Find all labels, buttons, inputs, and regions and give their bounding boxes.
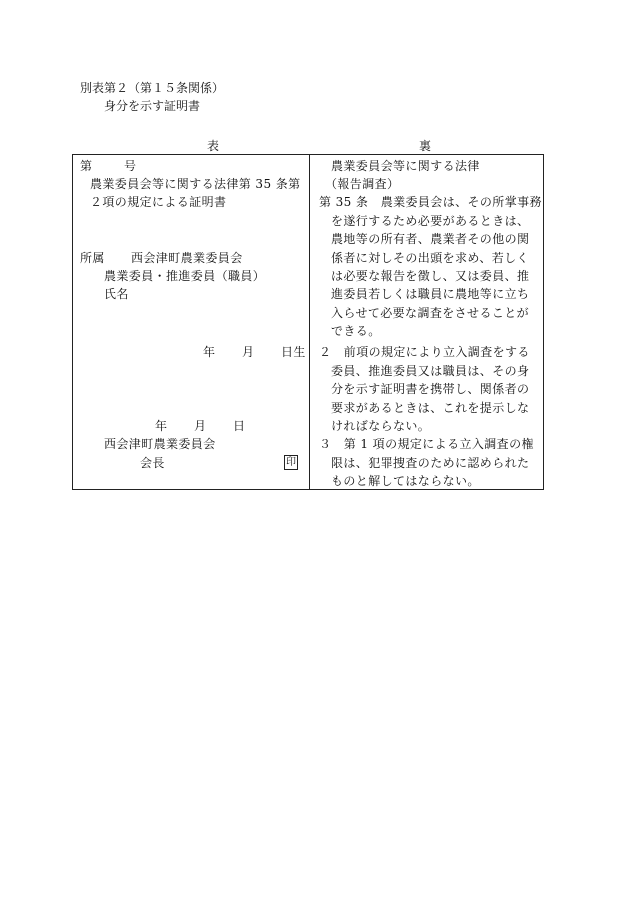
- issue-day-label: 日: [233, 419, 246, 433]
- table-reference: 別表第２（第１５条関係）: [80, 81, 225, 95]
- certificate-basis-line1: 農業委員会等に関する法律第 35 条第: [90, 177, 301, 191]
- birth-month-label: 月: [242, 345, 255, 359]
- article-line: を遂行するため必要があるときは、: [331, 214, 530, 228]
- section-title: （報告調査）: [325, 177, 400, 191]
- affiliation-label: 所属: [80, 251, 105, 265]
- name-label: 氏名: [104, 287, 129, 301]
- issue-year-label: 年: [155, 419, 168, 433]
- article-line: 入らせて必要な調査をさせることが: [331, 306, 530, 320]
- article-line: 限は、犯罪捜査のために認められた: [331, 456, 530, 470]
- article-line: 第 35 条 農業委員会は、その所掌事務: [319, 195, 542, 209]
- front-heading: 表: [207, 139, 220, 153]
- certificate-table: [72, 154, 544, 490]
- role-text: 農業委員・推進委員（職員）: [104, 269, 266, 283]
- article-line: ければならない。: [331, 419, 431, 433]
- article-line: 分を示す証明書を携帯し、関係者の: [331, 382, 530, 396]
- article-line: ２ 前項の規定により立入調査をする: [319, 345, 530, 359]
- article-line: 委員、推進委員又は職員は、その身: [331, 364, 530, 378]
- certificate-basis-line2: ２項の規定による証明書: [90, 195, 227, 209]
- article-line: 要求があるときは、これを提示しな: [331, 401, 530, 415]
- article-line: 農地等の所有者、農業者その他の関: [331, 232, 530, 246]
- article-line: できる。: [331, 324, 381, 338]
- birth-day-label: 日生: [281, 345, 306, 359]
- issue-month-label: 月: [194, 419, 207, 433]
- birth-year-label: 年: [203, 345, 216, 359]
- seal-stamp: 印: [286, 457, 296, 468]
- law-title: 農業委員会等に関する法律: [331, 159, 480, 173]
- article-line: ものと解してはならない。: [331, 474, 480, 488]
- article-line: 進委員若しくは職員に農地等に立ち: [331, 287, 530, 301]
- document-title: 身分を示す証明書: [104, 99, 201, 113]
- column-divider: [309, 155, 310, 489]
- article-line: ３ 第 1 項の規定による立入調査の権: [319, 437, 534, 451]
- issuer-organization: 西会津町農業委員会: [104, 437, 216, 451]
- back-heading: 裏: [419, 139, 432, 153]
- affiliation-value: 西会津町農業委員会: [131, 251, 243, 265]
- article-line: は必要な報告を徴し、又は委員、推: [331, 269, 530, 283]
- certificate-number-label: 第 号: [80, 159, 147, 173]
- article-line: 係者に対しその出頭を求め、若しく: [331, 251, 529, 265]
- chair-label: 会長: [140, 456, 165, 470]
